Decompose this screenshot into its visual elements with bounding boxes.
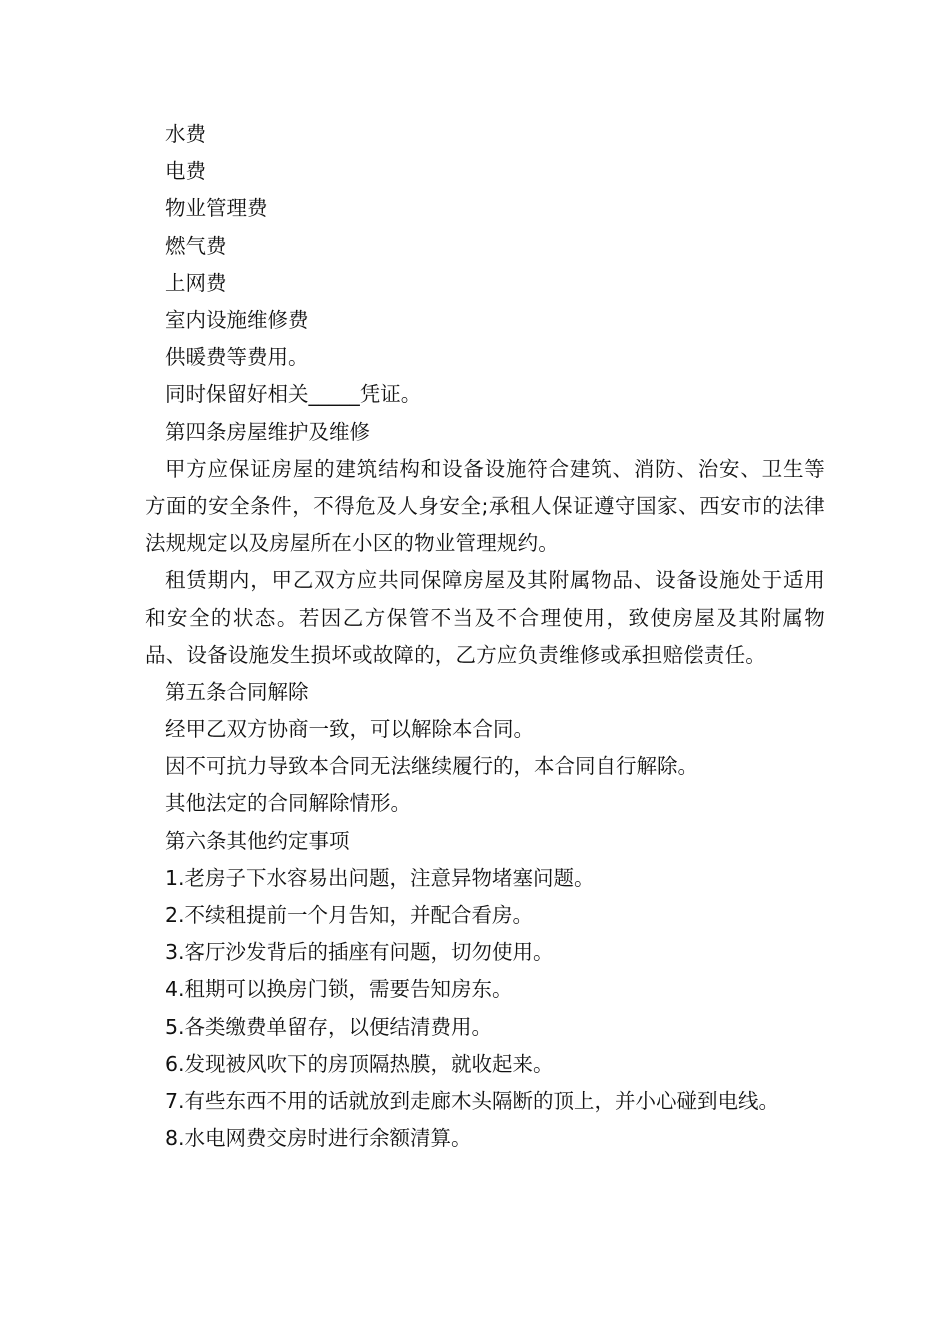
article-5-heading: 第五条合同解除 [165, 679, 309, 704]
termination-item-1: 经甲乙双方协商一致，可以解除本合同。 [165, 717, 534, 742]
article-4-heading: 第四条房屋维护及维修 [165, 419, 370, 444]
fee-item-heating: 供暖费等费用。 [165, 345, 309, 370]
fee-item-internet: 上网费 [165, 270, 227, 295]
termination-item-2: 因不可抗力导致本合同无法继续履行的，本合同自行解除。 [165, 754, 698, 779]
agreement-item-1: 1.老房子下水容易出问题，注意异物堵塞问题。 [165, 865, 595, 890]
agreement-item-8: 8.水电网费交房时进行余额清算。 [165, 1126, 472, 1151]
article-4-paragraph-1: 甲方应保证房屋的建筑结构和设备设施符合建筑、消防、治安、卫生等方面的安全条件，不得危及人身安全;承租人保证遵守国家、西安市的法律法规规定以及房屋所在小区的物业管理规约。 [145, 456, 825, 556]
termination-item-3: 其他法定的合同解除情形。 [165, 791, 411, 816]
agreement-item-3: 3.客厅沙发背后的插座有问题，切勿使用。 [165, 940, 554, 965]
agreement-item-5: 5.各类缴费单留存，以便结清费用。 [165, 1014, 493, 1039]
article-6-heading: 第六条其他约定事项 [165, 828, 350, 853]
agreement-item-4: 4.租期可以换房门锁，需要告知房东。 [165, 977, 513, 1002]
fee-item-gas: 燃气费 [165, 233, 227, 258]
fee-item-indoor-repair: 室内设施维修费 [165, 307, 309, 332]
keep-receipts-line: 同时保留好相关_____凭证。 [165, 382, 422, 407]
agreement-item-6: 6.发现被风吹下的房顶隔热膜，就收起来。 [165, 1051, 554, 1076]
document-body [145, 116, 825, 1157]
agreement-item-2: 2.不续租提前一个月告知，并配合看房。 [165, 903, 534, 928]
article-4-paragraph-2: 租赁期内，甲乙双方应共同保障房屋及其附属物品、设备设施处于适用和安全的状态。若因乙方保管不当及不合理使用，致使房屋及其附属物品、设备设施发生损坏或故障的，乙方应负责维修或承担赔偿责任。 [145, 568, 825, 667]
fee-item-electricity: 电费 [165, 159, 206, 184]
fee-item-water: 水费 [165, 122, 206, 146]
fee-item-property-management: 物业管理费 [165, 196, 268, 221]
agreement-item-7: 7.有些东西不用的话就放到走廊木头隔断的顶上，并小心碰到电线。 [165, 1088, 780, 1113]
